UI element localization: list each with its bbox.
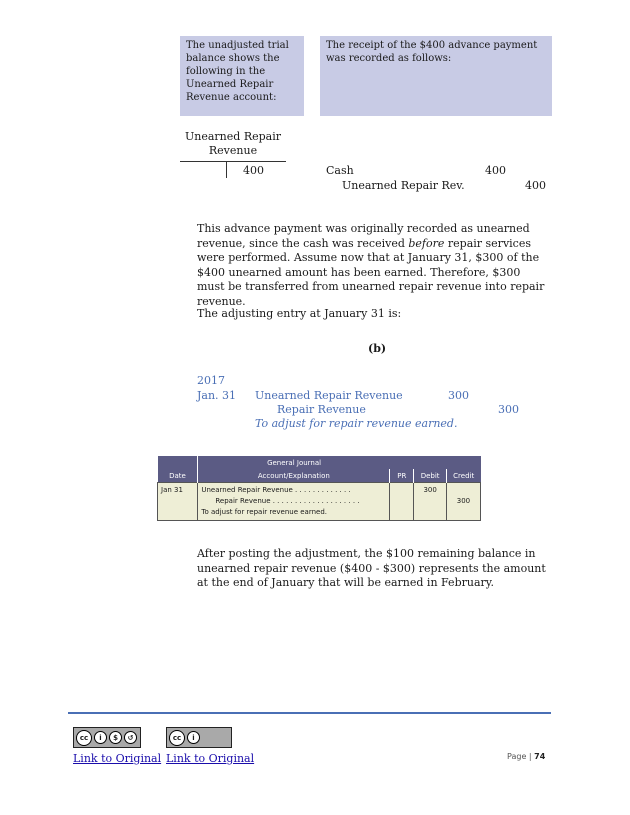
header-pr: PR bbox=[390, 469, 414, 483]
adjusting-credit-amount: 300 bbox=[498, 403, 519, 416]
journal-title-spacer bbox=[390, 456, 414, 469]
adjusting-year: 2017 bbox=[197, 374, 225, 387]
cc-by-nc-sa-badge[interactable] bbox=[73, 727, 141, 748]
journal-credit-line: Repair Revenue . . . . . . . . . . . . . . . . . . . . bbox=[215, 497, 360, 505]
cc-icon: cc bbox=[76, 730, 92, 746]
header-account: Account/Explanation bbox=[198, 469, 390, 483]
footer-rule bbox=[68, 712, 551, 714]
by-icon: i bbox=[187, 731, 200, 744]
journal-pr-cell bbox=[390, 483, 414, 521]
cc-by-badge[interactable] bbox=[166, 727, 232, 748]
link-to-original[interactable]: Link to Original bbox=[73, 752, 162, 765]
t-account-vertical-rule bbox=[226, 162, 227, 178]
journal-credit-value: 300 bbox=[456, 497, 471, 505]
paragraph-emphasis: before bbox=[408, 236, 445, 250]
journal-explanation-line: To adjust for repair revenue earned. bbox=[201, 508, 328, 516]
journal-account-cell bbox=[198, 483, 390, 521]
note-line: was recorded as follows: bbox=[326, 53, 452, 64]
note-line: The unadjusted trial bbox=[186, 40, 289, 51]
journal-date: Jan 31 bbox=[161, 486, 183, 494]
journal-debit-cell bbox=[414, 483, 447, 521]
paragraph-text: repair services were performed. Assume now that at January 31, $300 of the $400 unearned amount has been earned. Therefore, $300 must be transferred from unearned repair revenue into repair revenue. bbox=[197, 236, 545, 308]
link-to-original[interactable]: Link to Original bbox=[166, 752, 255, 765]
sa-icon: ↺ bbox=[124, 731, 137, 744]
nc-icon: $ bbox=[109, 731, 122, 744]
journal-title-spacer bbox=[414, 456, 447, 469]
t-account-credit-value: 400 bbox=[243, 164, 264, 177]
journal-title-spacer bbox=[446, 456, 480, 469]
adjusting-entry-intro: The adjusting entry at January 31 is: bbox=[197, 307, 402, 320]
paragraph-text: This advance payment was originally recorded as unearned revenue, since the cash was received bbox=[197, 222, 530, 250]
journal-title-spacer bbox=[158, 456, 198, 469]
header-debit: Debit bbox=[414, 469, 447, 483]
general-journal-table bbox=[157, 456, 481, 521]
header-credit: Credit bbox=[446, 469, 480, 483]
entry-credit-amount: 400 bbox=[525, 179, 546, 192]
journal-debit-line: Unearned Repair Revenue . . . . . . . . . . . . . bbox=[201, 486, 351, 494]
page-number bbox=[507, 752, 545, 761]
note-line: following in the bbox=[186, 66, 266, 77]
t-account-title bbox=[180, 130, 286, 158]
adjusting-credit-account: Repair Revenue bbox=[277, 403, 366, 416]
cc-icon: cc bbox=[169, 730, 185, 746]
receipt-note-box bbox=[320, 36, 552, 116]
journal-debit-value: 300 bbox=[423, 486, 437, 494]
note-line: The receipt of the $400 advance payment bbox=[326, 40, 538, 51]
table-row bbox=[158, 483, 481, 521]
journal-credit-cell bbox=[446, 483, 480, 521]
note-line: Unearned Repair bbox=[186, 79, 274, 90]
page-number-value: 74 bbox=[534, 752, 546, 761]
t-account-title-line: Revenue bbox=[208, 144, 258, 157]
page-label: Page | bbox=[507, 752, 535, 761]
section-label: (b) bbox=[368, 342, 387, 355]
journal-title-row bbox=[158, 456, 481, 469]
header-date: Date bbox=[158, 469, 198, 483]
entry-debit-amount: 400 bbox=[485, 164, 506, 177]
journal-header-row bbox=[158, 469, 481, 483]
t-account-horizontal-rule bbox=[180, 161, 286, 162]
note-line: Revenue account: bbox=[186, 92, 277, 103]
entry-debit-account: Cash bbox=[326, 164, 354, 177]
closing-paragraph: After posting the adjustment, the $100 remaining balance in unearned repair revenue ($400 - $300) represents the amount at the end of January that will be earned in February. bbox=[197, 547, 546, 589]
adjusting-date: Jan. 31 bbox=[197, 389, 237, 402]
adjusting-explanation: To adjust for repair revenue earned. bbox=[255, 417, 458, 430]
journal-title: General Journal bbox=[198, 456, 390, 469]
explanation-paragraph bbox=[197, 222, 547, 309]
entry-credit-account: Unearned Repair Rev. bbox=[342, 179, 465, 192]
trial-balance-note-box bbox=[180, 36, 304, 116]
journal-date-cell bbox=[158, 483, 198, 521]
adjusting-debit-account: Unearned Repair Revenue bbox=[255, 389, 403, 402]
t-account-title-line: Unearned Repair bbox=[185, 130, 281, 143]
by-icon: i bbox=[94, 731, 107, 744]
note-line: balance shows the bbox=[186, 53, 280, 64]
adjusting-debit-amount: 300 bbox=[448, 389, 469, 402]
